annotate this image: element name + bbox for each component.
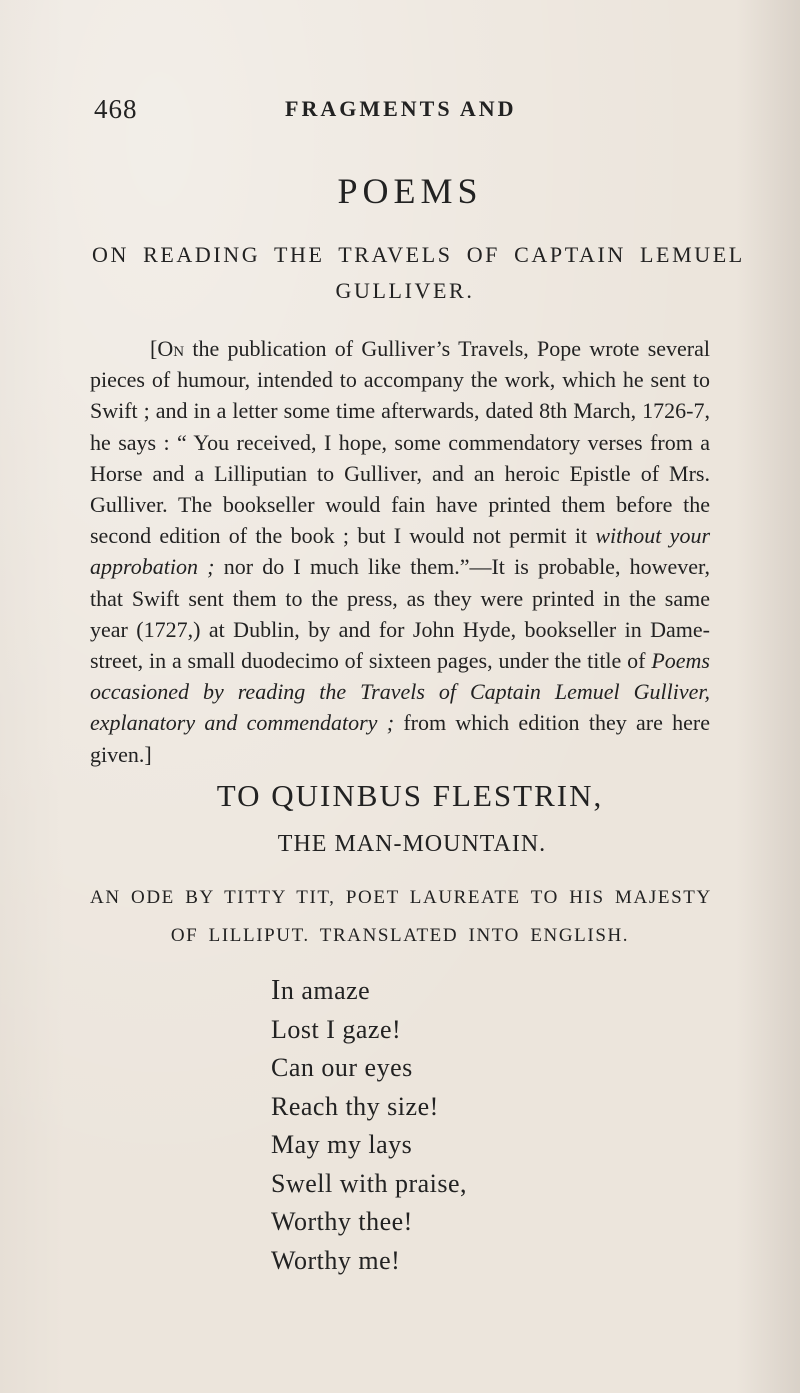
section-title: POEMS <box>337 171 483 211</box>
verse-line: Worthy thee! <box>271 1207 413 1236</box>
verse-line: Worthy me! <box>271 1245 401 1275</box>
intro-italic-1: without your approbation ; <box>90 523 710 580</box>
verse-line: Can our eyes <box>271 1053 413 1082</box>
intro-paragraph <box>90 333 710 770</box>
poem-title-line-1: ON READING THE TRAVELS OF CAPTAIN LEMUEL <box>92 242 745 267</box>
ode-verses <box>271 972 467 1280</box>
poem-title-line-2: GULLIVER. <box>335 278 475 303</box>
running-head <box>94 94 714 128</box>
verse-line: Swell with praise, <box>271 1168 468 1198</box>
intro-first-word: On <box>157 336 185 361</box>
verse-line: Reach thy size! <box>271 1091 439 1121</box>
ode-title: TO QUINBUS FLESTRIN, <box>216 778 604 813</box>
intro-italic-2: Poems occasioned by reading the Travels of Captain Lemuel Gulliver, explanatory and commendatory ; <box>90 648 710 736</box>
verse-line: Lost I gaze! <box>271 1014 402 1044</box>
intro-text-1: the publication of Gulliver’s Travels, Pope wrote several pieces of humour, intended to accompany the work, which he sent to Swift ; and in a letter some time afterwards, dated 8th March, 1726-7, he says : “ You received, I hope, some commendatory verses from a Horse and a Lilliputian to Gulliver, and an heroic Epistle of Mrs. Gulliver. The bookseller would fain have printed them before the second edition of the book ; but I would not permit it <box>90 336 710 549</box>
introductory-note <box>90 333 710 770</box>
intro-text-3: from which edition they are here given. <box>90 710 711 767</box>
running-title: FRAGMENTS AND <box>285 96 517 121</box>
verse-line: May my lays <box>271 1130 413 1159</box>
intro-text-2: nor do I much like them.”—It is probable, however, that Swift sent them to the press, as they were printed in the same year (1727,) at Dublin, by and for John Hyde, bookseller in Dame-street, in a small duodecimo of sixteen pages, under the title of <box>90 554 711 674</box>
open-bracket: [ <box>150 336 158 361</box>
page-number: 468 <box>94 94 138 124</box>
ode-note-line-1: AN ODE BY TITTY TIT, POET LAUREATE TO HIS MAJESTY <box>90 887 712 908</box>
close-bracket: ] <box>144 741 152 767</box>
ode-note-line-2: OF LILLIPUT. TRANSLATED INTO ENGLISH. <box>170 925 630 946</box>
ode-subtitle: THE MAN-MOUNTAIN. <box>277 831 547 857</box>
verse-line: In amaze <box>271 975 371 1006</box>
